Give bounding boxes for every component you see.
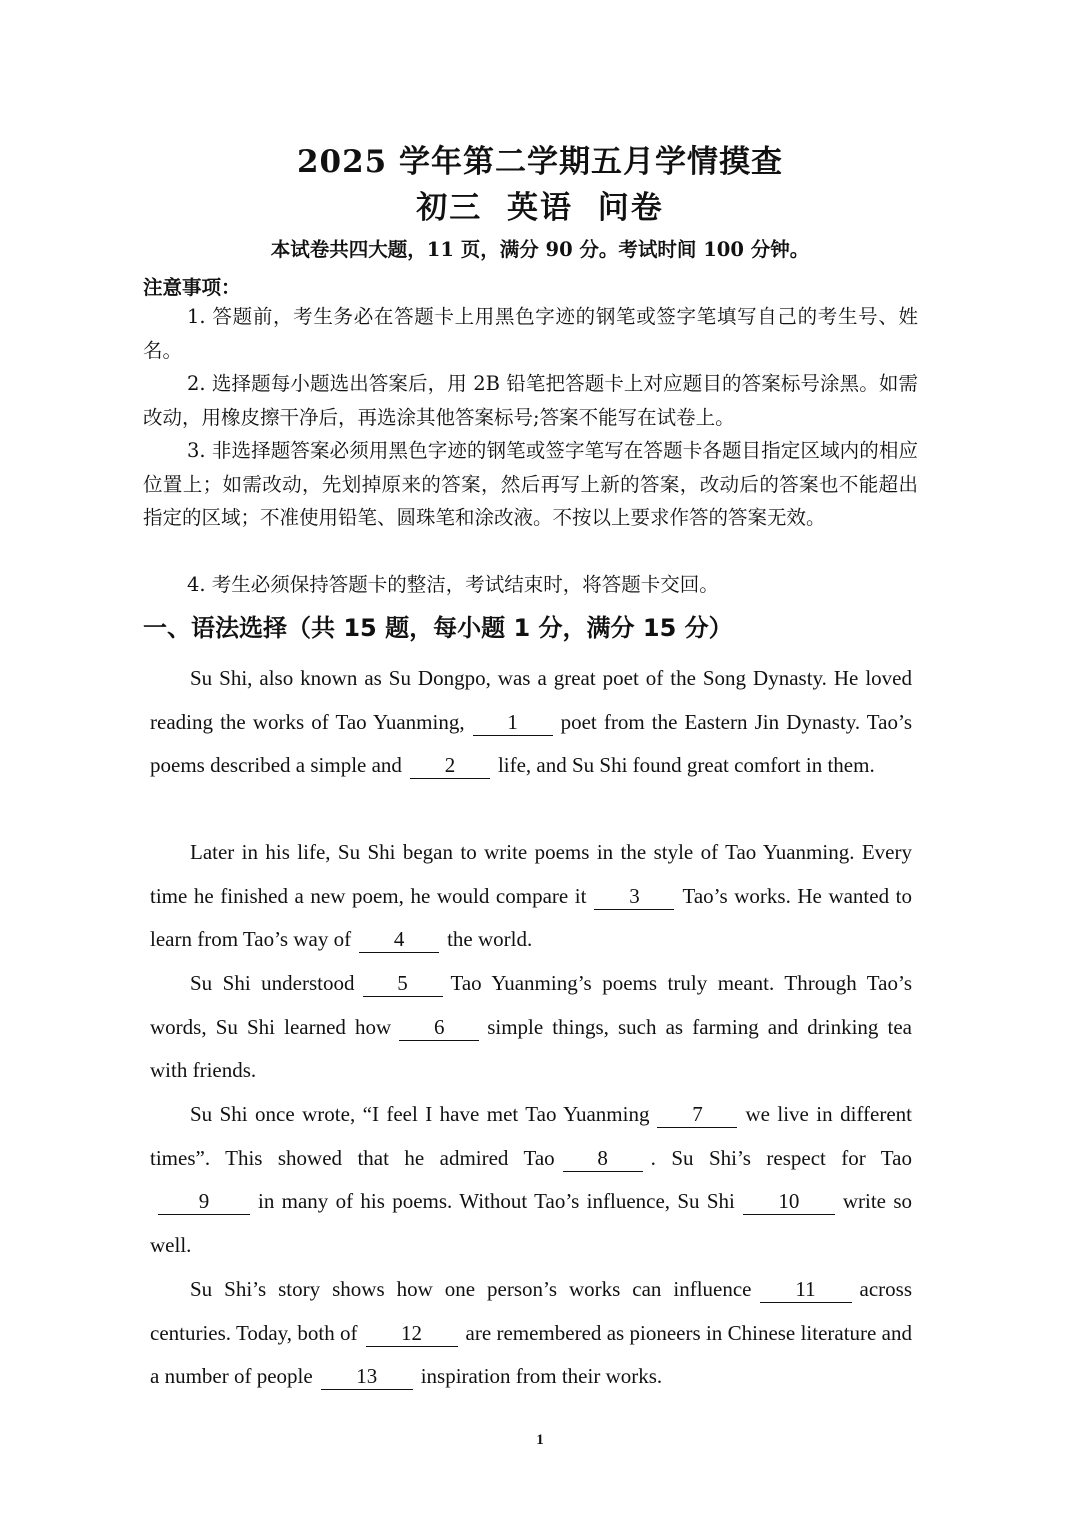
blank-9: 9: [158, 1190, 250, 1215]
passage-paragraph-3: Su Shi understood 5 Tao Yuanming’s poems truly meant. Through Tao’s words, Su Shi learned how 6 simple things, such as farming and drinking tea with friends.: [150, 971, 912, 1083]
exam-title: 2025 学年第二学期五月学情摸查: [296, 144, 784, 180]
blank-5: 5: [363, 972, 443, 997]
blank-2: 2: [410, 754, 490, 779]
exam-info: 本试卷共四大题，11 页，满分 90 分。考试时间 100 分钟。: [270, 238, 810, 261]
blank-3: 3: [594, 885, 674, 910]
blank-12: 12: [366, 1322, 458, 1347]
passage-paragraph-2: Later in his life, Su Shi began to write poems in the style of Tao Yuanming. Every time he finished a new poem, he would compare it 3 Tao’s works. He wanted to learn from Tao’s way of 4 the world.: [150, 840, 912, 952]
blank-11: 11: [760, 1278, 852, 1303]
exam-subtitle: 初三 英语 问卷: [416, 190, 664, 226]
notice-item-1: 1. 答题前，考生务必在答题卡上用黑色字迹的钢笔或签字笔填写自己的考生号、姓名。: [143, 305, 918, 362]
blank-6: 6: [399, 1016, 479, 1041]
blank-4: 4: [359, 928, 439, 953]
blank-1: 1: [473, 711, 553, 736]
notice-item-4: 4. 考生必须保持答题卡的整洁，考试结束时，将答题卡交回。: [187, 573, 719, 596]
section-title: 一、语法选择（共 15 题，每小题 1 分，满分 15 分）: [143, 614, 733, 642]
blank-10: 10: [743, 1190, 835, 1215]
blank-13: 13: [321, 1365, 413, 1390]
blank-8: 8: [563, 1147, 643, 1172]
notice-item-2: 2. 选择题每小题选出答案后，用 2B 铅笔把答题卡上对应题目的答案标号涂黑。如需改动，用橡皮擦干净后，再选涂其他答案标号;答案不能写在试卷上。: [143, 372, 918, 429]
notice-item-3: 3. 非选择题答案必须用黑色字迹的钢笔或签字笔写在答题卡各题目指定区域内的相应位置上；如需改动，先划掉原来的答案，然后再写上新的答案，改动后的答案也不能超出指定的区域；不准使用铅笔、圆珠笔和涂改液。不按以上要求作答的答案无效。: [143, 439, 918, 529]
blank-7: 7: [657, 1103, 737, 1128]
page-number: 1: [536, 1432, 544, 1448]
passage-paragraph-4: Su Shi once wrote, “I feel I have met Tao Yuanming 7 we live in different times”. This showed that he admired Tao 8 . Su Shi’s respect for Tao 9 in many of his poems. Without Tao’s influence, Su Shi 10 write so well.: [150, 1102, 912, 1257]
notice-heading: 注意事项：: [143, 276, 241, 299]
passage-paragraph-5: Su Shi’s story shows how one person’s works can influence 11 across centuries. Today, both of 12 are remembered as pioneers in Chinese literature and a number of people 13 inspiration from their works.: [150, 1277, 912, 1389]
passage-paragraph-1: Su Shi, also known as Su Dongpo, was a great poet of the Song Dynasty. He loved reading the works of Tao Yuanming, 1 poet from the Eastern Jin Dynasty. Tao’s poems described a simple and 2 life, and Su Shi found great comfort in them.: [150, 666, 912, 778]
